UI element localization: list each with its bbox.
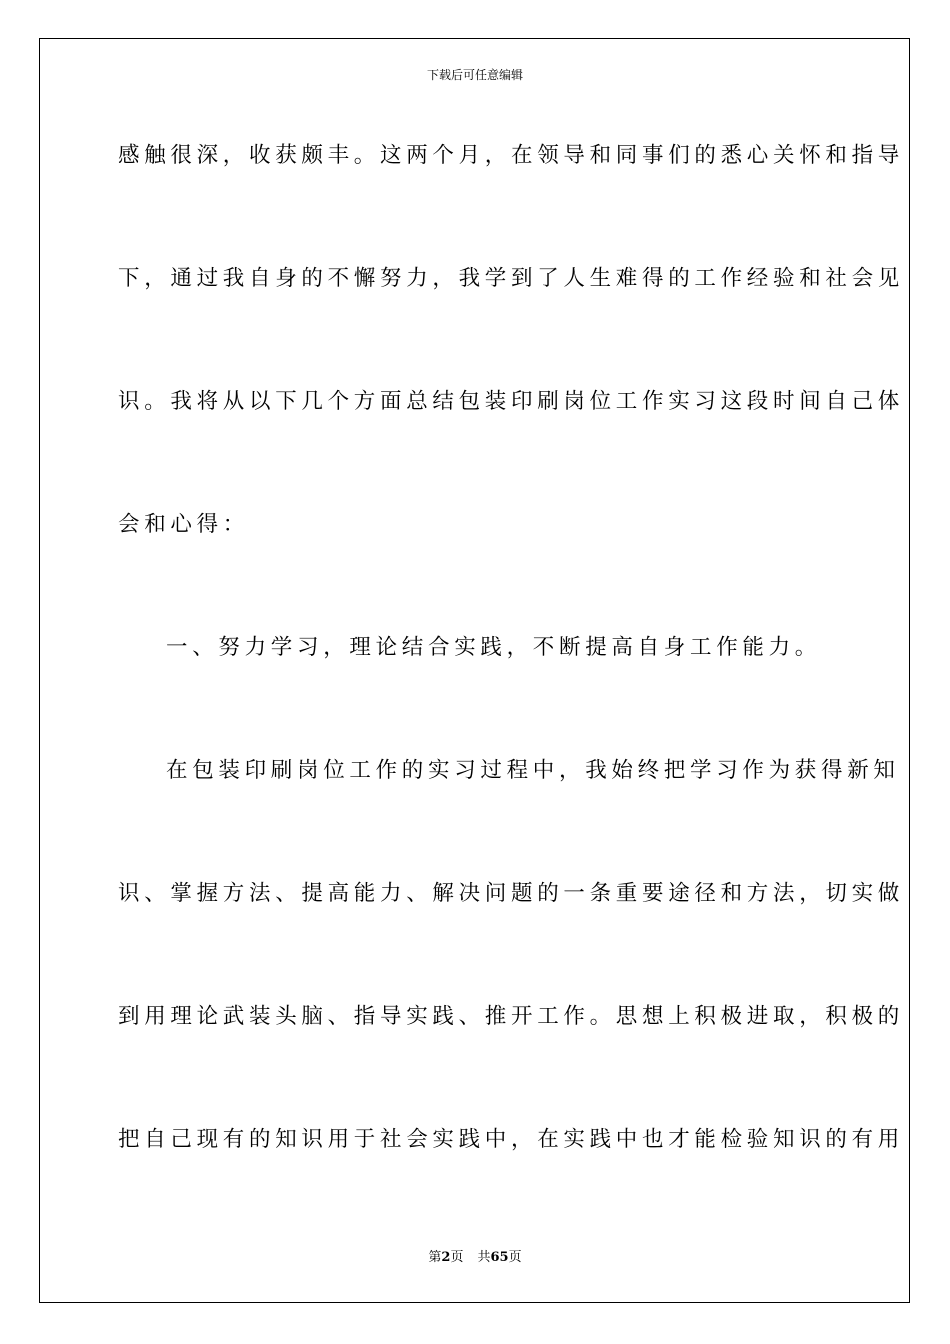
paragraph-line: 下，通过我自身的不懈努力，我学到了人生难得的工作经验和社会见 <box>118 266 905 291</box>
paragraph-line: 识。我将从以下几个方面总结包装印刷岗位工作实习这段时间自己体 <box>118 389 905 414</box>
paragraph-line: 会和心得： <box>118 512 250 537</box>
section-heading: 一、努力学习，理论结合实践，不断提高自身工作能力。 <box>166 635 822 660</box>
paragraph-line: 把自己现有的知识用于社会实践中，在实践中也才能检验知识的有用 <box>118 1127 905 1152</box>
total-prefix: 共 <box>477 1250 491 1265</box>
total-suffix: 页 <box>508 1250 522 1265</box>
page-border <box>39 38 910 1303</box>
paragraph-line: 感触很深，收获颇丰。这两个月，在领导和同事们的悉心关怀和指导 <box>118 143 905 168</box>
page-header: 下载后可任意编辑 <box>426 68 523 82</box>
page-number: 2 <box>441 1250 451 1265</box>
paragraph-line: 识、掌握方法、提高能力、解决问题的一条重要途径和方法，切实做 <box>118 881 905 906</box>
page-prefix: 第 <box>428 1250 442 1265</box>
paragraph-line: 到用理论武装头脑、指导实践、推开工作。思想上积极进取，积极的 <box>118 1004 905 1029</box>
page-footer <box>0 1250 950 1266</box>
page-suffix: 页 <box>450 1250 464 1265</box>
paragraph-line: 在包装印刷岗位工作的实习过程中，我始终把学习作为获得新知 <box>166 758 900 783</box>
total-pages: 65 <box>490 1250 509 1265</box>
